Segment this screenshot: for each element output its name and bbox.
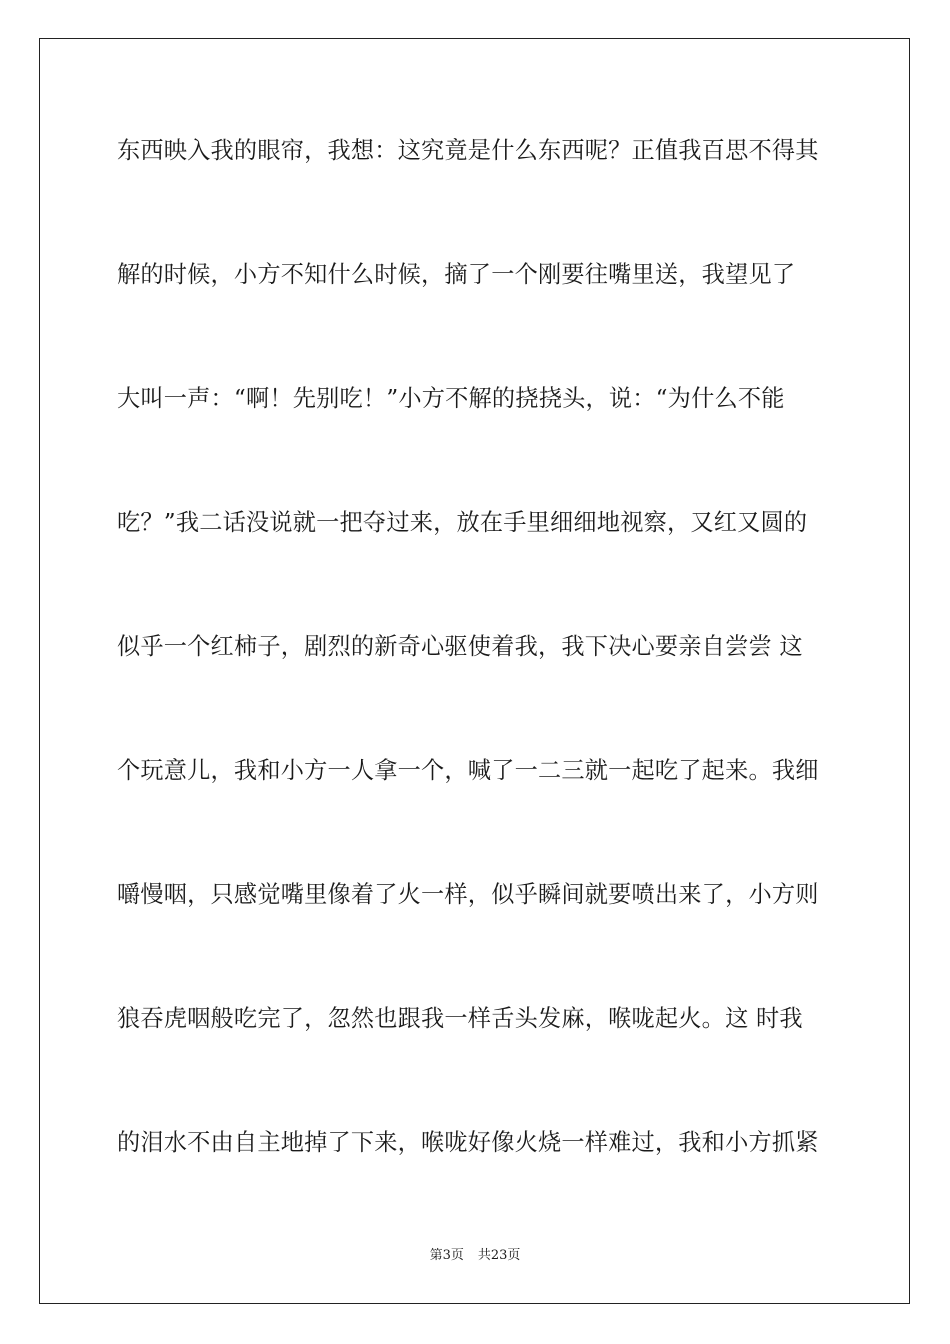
text-line: 东西映入我的眼帘，我想：这究竟是什么东西呢？正值我百思不得其	[117, 137, 819, 164]
text-line: 狼吞虎咽般吃完了，忽然也跟我一样舌头发麻，喉咙起火。这 时我	[117, 1005, 803, 1032]
text-line: 解的时候，小方不知什么时候，摘了一个刚要往嘴里送，我望见了	[117, 261, 796, 288]
text-line: 嚼慢咽，只感觉嘴里像着了火一样，似乎瞬间就要喷出来了，小方则	[117, 881, 819, 908]
page-total: 共23页	[477, 1248, 521, 1263]
text-line: 个玩意儿，我和小方一人拿一个，喊了一二三就一起吃了起来。我细	[117, 757, 819, 784]
text-line: 的泪水不由自主地掉了下来，喉咙好像火烧一样难过，我和小方抓紧	[117, 1129, 819, 1156]
text-line: 似乎一个红柿子，剧烈的新奇心驱使着我，我下决心要亲自尝尝 这	[117, 633, 803, 660]
page-number: 第3页	[429, 1248, 464, 1263]
page-footer	[0, 1247, 950, 1265]
page-border	[39, 38, 910, 1304]
text-line: 吃？”我二话没说就一把夺过来，放在手里细细地视察，又红又圆的	[117, 509, 808, 536]
text-line: 大叫一声：“啊！先别吃！”小方不解的挠挠头，说：“为什么不能	[117, 385, 785, 412]
